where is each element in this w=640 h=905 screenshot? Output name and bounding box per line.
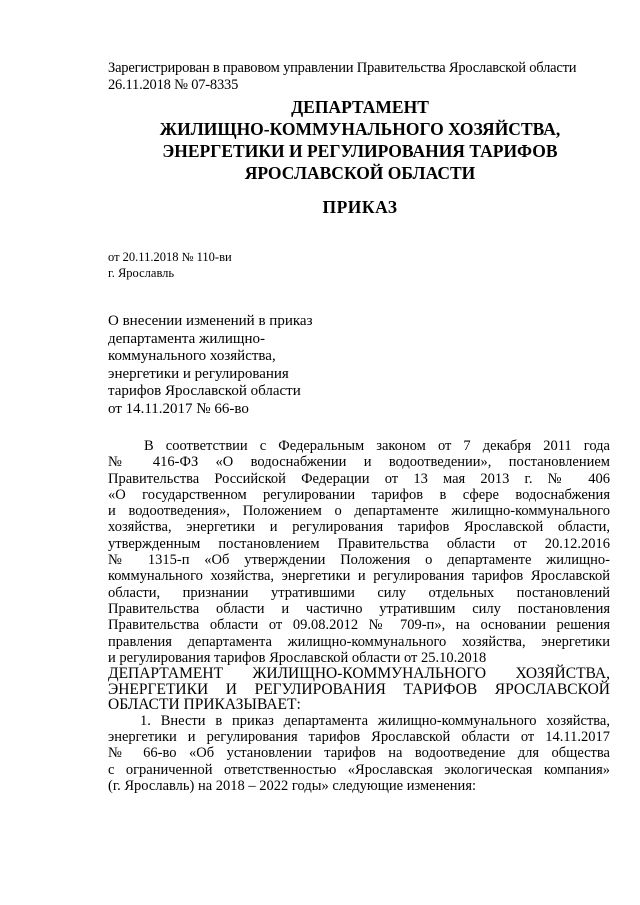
body-line: «О государственном регулировании тарифов в сфере водоснабжения: [108, 486, 610, 503]
order-meta: [108, 249, 232, 281]
preamble-paragraph: [108, 438, 610, 666]
subject-line: тарифов Ярославской области: [108, 383, 301, 400]
subject-line: О внесении изменений в приказ: [108, 313, 313, 329]
department-line: ЖИЛИЩНО-КОММУНАЛЬНОГО ХОЗЯЙСТВА,: [159, 119, 561, 139]
department-header: [100, 96, 620, 184]
body-line: правления департамента жилищно-коммунального хозяйства, энергетики: [108, 633, 610, 650]
registration-line: Зарегистрирован в правовом управлении Правительства Ярославской области: [108, 60, 577, 76]
body-line: и регулирования тарифов Ярославской области от 25.10.2018: [108, 649, 487, 666]
body-line: энергетики и регулирования тарифов Ярославской области от 14.11.2017: [108, 728, 610, 745]
body-line: № 1315-п «Об утверждении Положения о департаменте жилищно-: [108, 552, 610, 569]
body-line: Правительства Российской Федерации от 13 мая 2013 г. № 406: [108, 470, 610, 487]
department-line: ЭНЕРГЕТИКИ И РЕГУЛИРОВАНИЯ ТАРИФОВ: [162, 141, 558, 161]
order-line: ДЕПАРТАМЕНТ ЖИЛИЩНО-КОММУНАЛЬНОГО ХОЗЯЙСТВА,: [108, 665, 610, 683]
subject-line: департамента жилищно-: [108, 330, 265, 347]
order-date-number: от 20.11.2018 № 110-ви: [108, 250, 232, 264]
order-line: ОБЛАСТИ ПРИКАЗЫВАЕТ:: [108, 696, 301, 714]
department-line: ДЕПАРТАМЕНТ: [291, 97, 429, 117]
body-line: № 66-во «Об установлении тарифов на водоотведение для общества: [108, 745, 610, 762]
subject-line: энергетики и регулирования: [108, 365, 289, 382]
body-line: и водоотведения», Положением о департаменте жилищно-коммунального: [108, 503, 610, 520]
body-line: области, признании утратившими силу отдельных постановлений: [108, 584, 610, 601]
order-city: г. Ярославль: [108, 266, 175, 280]
order-subject: [108, 313, 313, 419]
order-title: ПРИКАЗ: [322, 197, 398, 217]
body-line: с ограниченной ответственностью «Ярославская экологическая компания»: [108, 761, 610, 778]
body-line: В соответствии с Федеральным законом от 7 декабря 2011 года: [144, 438, 610, 454]
body-line: 1. Внести в приказ департамента жилищно-коммунального хозяйства,: [140, 712, 610, 729]
order-body: [108, 438, 610, 794]
department-line: ЯРОСЛАВСКОЙ ОБЛАСТИ: [244, 163, 476, 183]
body-line: № 416-ФЗ «О водоснабжении и водоотведении», постановлением: [108, 454, 610, 471]
body-line: Правительства области и частично утратившим силу постановления: [108, 600, 610, 617]
item-1-paragraph: [108, 713, 610, 794]
order-line: ЭНЕРГЕТИКИ И РЕГУЛИРОВАНИЯ ТАРИФОВ ЯРОСЛАВСКОЙ: [108, 680, 610, 698]
registration-number: 26.11.2018 № 07-8335: [108, 77, 239, 93]
body-line: коммунального хозяйства, энергетики и регулирования тарифов Ярославской: [108, 568, 610, 585]
body-line: утвержденным постановлением Правительства области от 20.12.2016: [108, 535, 610, 552]
subject-line: от 14.11.2017 № 66-во: [108, 400, 249, 417]
body-line: (г. Ярославль) на 2018 – 2022 годы» следующие изменения:: [108, 777, 477, 794]
order-statement: [108, 666, 610, 713]
body-line: хозяйства, энергетики и регулирования тарифов Ярославской области,: [108, 519, 610, 536]
subject-line: коммунального хозяйства,: [108, 348, 276, 365]
registration-stamp: [108, 60, 576, 94]
body-line: Правительства области от 09.08.2012 № 709-п», на основании решения: [108, 617, 610, 634]
